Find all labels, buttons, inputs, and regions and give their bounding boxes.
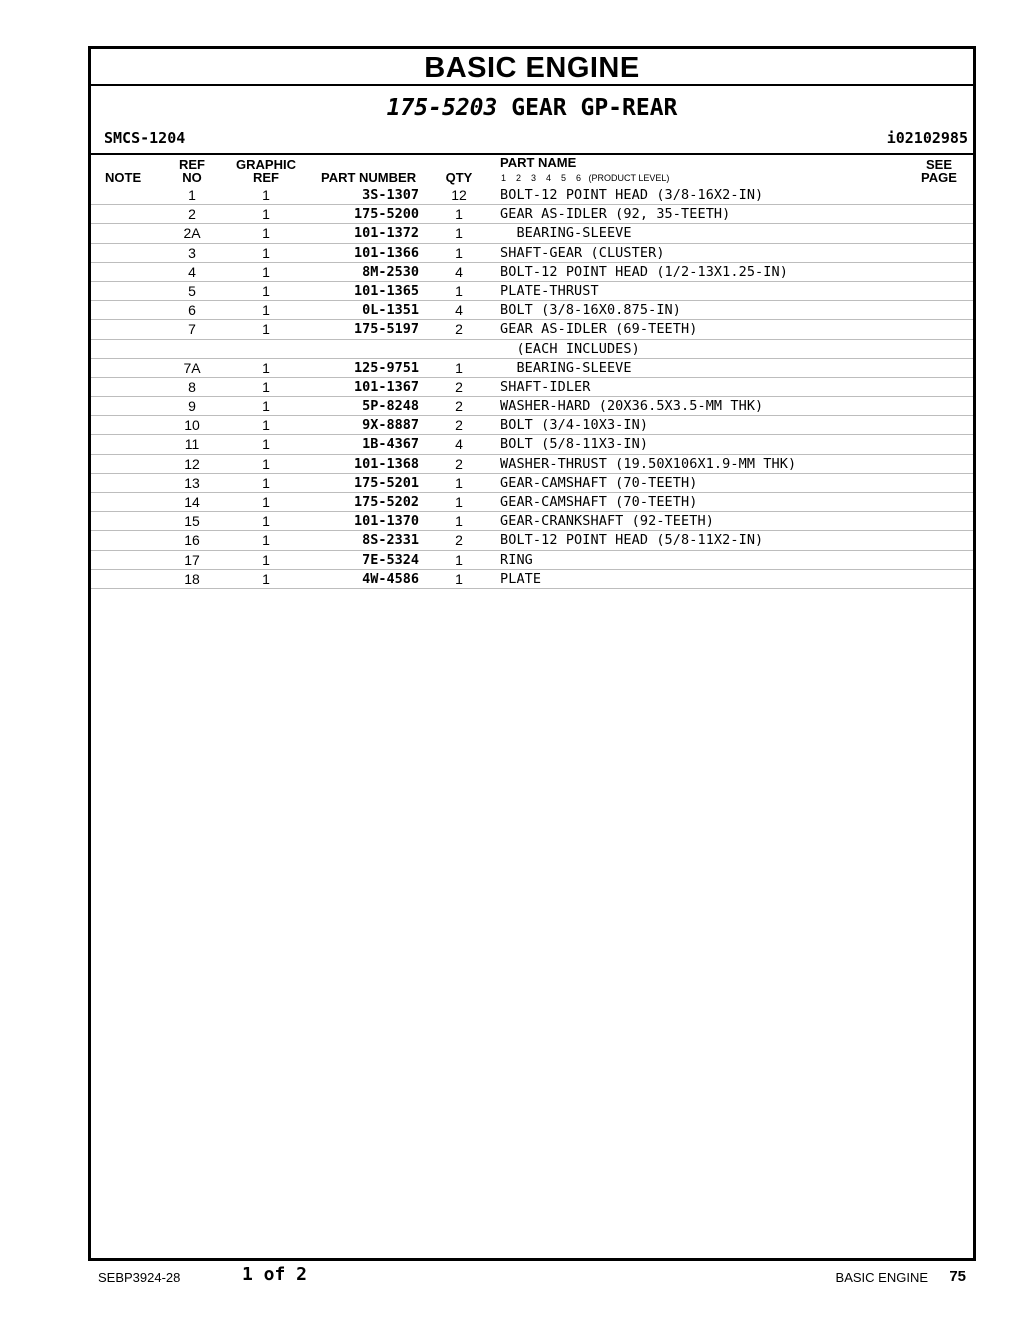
table-row [91,186,973,205]
page-footer [0,1262,1020,1292]
quantity: 1 [455,359,463,376]
ref-no: 18 [184,570,200,587]
table-row [91,435,973,454]
header-product-level: 1 2 3 4 5 6 (PRODUCT LEVEL) [501,173,670,183]
part-number-link[interactable]: 8M-2530 [362,263,419,280]
ref-no: 13 [184,474,200,491]
quantity: 1 [455,244,463,261]
quantity: 1 [455,494,463,510]
graphic-ref: 1 [262,513,270,530]
ref-no: 4 [188,263,196,280]
document-id: SEBP3924-28 [98,1270,181,1285]
quantity: 12 [451,187,467,203]
part-name: RING [500,551,533,568]
group-title [91,93,973,123]
ref-no: 7A [183,359,201,376]
header-part-number: PART NUMBER [321,170,417,185]
part-name: SHAFT-IDLER [500,378,591,395]
part-number-link[interactable]: 8S-2331 [362,532,419,549]
quantity: 1 [455,570,463,587]
quantity: 1 [455,225,463,242]
part-number-link[interactable]: 5P-8248 [362,398,419,415]
page-counter: 1 of 2 [242,1264,308,1285]
table-row [91,570,973,589]
table-row [91,359,973,378]
part-number-link[interactable]: 0L-1351 [362,302,419,319]
table-row [91,205,973,224]
ref-no: 3 [188,244,196,261]
graphic-ref: 1 [262,378,270,395]
table-row [91,378,973,397]
part-number-link[interactable]: 101-1372 [353,225,419,242]
table-row [91,474,973,493]
table-row [91,224,973,243]
ref-no: 2A [183,225,201,242]
part-number-link[interactable]: 175-5201 [353,474,419,491]
part-number-link[interactable]: 101-1367 [353,378,419,395]
header-ref-top: REF [179,157,205,172]
part-name: BOLT-12 POINT HEAD (5/8-11X2-IN) [500,532,764,549]
graphic-ref: 1 [262,359,270,376]
graphic-ref: 1 [262,474,270,491]
table-row [91,282,973,301]
quantity: 4 [455,263,463,280]
part-name: WASHER-THRUST (19.50X106X1.9-MM THK) [500,455,797,472]
group-name: GEAR GP-REAR [511,95,678,121]
ref-no: 2 [188,206,196,223]
table-row [91,263,973,282]
ref-no: 17 [184,551,200,568]
part-name: BOLT-12 POINT HEAD (1/2-13X1.25-IN) [500,263,788,280]
smcs-code: SMCS-1204 [104,129,186,147]
table-row [91,244,973,263]
quantity: 2 [455,378,463,395]
ref-no: 8 [188,378,196,395]
graphic-ref: 1 [262,282,270,299]
part-number-link[interactable]: 175-5197 [353,321,419,338]
ref-no: 9 [188,398,196,415]
part-number-link[interactable]: 101-1365 [353,282,419,299]
part-name: PLATE [500,570,542,587]
part-number-link[interactable]: 3S-1307 [362,187,419,203]
part-name: WASHER-HARD (20X36.5X3.5-MM THK) [500,398,764,415]
quantity: 1 [455,206,463,223]
ref-no: 5 [188,282,196,299]
graphic-ref: 1 [262,302,270,319]
quantity: 2 [455,398,463,415]
ref-no: 14 [184,494,200,510]
ref-no: 11 [184,436,200,453]
header-graphic-bottom: REF [253,170,279,185]
header-note: NOTE [105,170,142,185]
part-number-link[interactable]: 175-5200 [353,206,419,223]
graphic-ref: 1 [262,532,270,549]
quantity: 2 [455,417,463,434]
table-row [91,531,973,550]
graphic-ref: 1 [262,187,270,203]
ref-no: 15 [184,513,200,530]
part-name: BEARING-SLEEVE [500,359,632,376]
quantity: 2 [455,532,463,549]
part-name: (EACH INCLUDES) [500,340,640,357]
header-see-bottom: PAGE [921,170,957,185]
graphic-ref: 1 [262,494,270,510]
part-name: GEAR-CRANKSHAFT (92-TEETH) [500,513,714,530]
part-name: BOLT-12 POINT HEAD (3/8-16X2-IN) [500,187,764,203]
table-row [91,512,973,531]
group-part-number[interactable]: 175-5203 [386,95,498,121]
quantity: 4 [455,302,463,319]
ref-no: 12 [184,455,200,472]
quantity: 1 [455,474,463,491]
part-name: BOLT (5/8-11X3-IN) [500,436,649,453]
ref-no: 7 [188,321,196,338]
quantity: 2 [455,321,463,338]
table-row [91,301,973,320]
graphic-ref: 1 [262,551,270,568]
part-name: PLATE-THRUST [500,282,599,299]
graphic-ref: 1 [262,455,270,472]
part-number-link[interactable]: 101-1368 [353,455,419,472]
parts-table [91,186,973,589]
table-row [91,340,973,359]
header-graphic-top: GRAPHIC [236,157,296,172]
section-title: BASIC ENGINE [91,49,973,86]
header-qty: QTY [445,170,473,185]
quantity: 1 [455,513,463,530]
graphic-ref: 1 [262,417,270,434]
table-row [91,493,973,512]
part-number-link[interactable]: 125-9751 [353,359,419,376]
graphic-ref: 1 [262,436,270,453]
part-name: GEAR-CAMSHAFT (70-TEETH) [500,474,698,491]
header-part-name: PART NAME [500,155,577,170]
graphic-ref: 1 [262,263,270,280]
table-row [91,397,973,416]
parts-list-frame [88,46,976,1261]
table-row [91,551,973,570]
quantity: 1 [455,551,463,568]
part-number-link[interactable]: 101-1366 [353,244,419,261]
quantity: 2 [455,455,463,472]
quantity: 1 [455,282,463,299]
part-number-link[interactable]: 175-5202 [353,494,419,510]
graphic-ref: 1 [262,206,270,223]
part-name: BOLT (3/4-10X3-IN) [500,417,649,434]
header-ref-bottom: NO [182,170,202,185]
part-name: BEARING-SLEEVE [500,225,632,242]
ref-no: 1 [188,187,196,203]
graphic-ref: 1 [262,570,270,587]
graphic-ref: 1 [262,398,270,415]
header-see-top: SEE [925,157,952,172]
ref-no: 16 [184,532,200,549]
part-number-link[interactable]: 9X-8887 [362,417,419,434]
part-number-link[interactable]: 1B-4367 [362,436,419,453]
table-row [91,320,973,339]
graphic-ref: 1 [262,321,270,338]
footer-section-title: BASIC ENGINE [835,1270,928,1285]
part-name: BOLT (3/8-16X0.875-IN) [500,302,682,319]
page-number: 75 [949,1268,966,1285]
part-number-link[interactable]: 101-1370 [353,513,419,530]
part-name: SHAFT-GEAR (CLUSTER) [500,244,665,261]
part-name: GEAR AS-IDLER (69-TEETH) [500,321,698,338]
quantity: 4 [455,436,463,453]
table-row [91,416,973,435]
part-number-link[interactable]: 7E-5324 [362,551,419,568]
graphic-ref: 1 [262,244,270,261]
illustration-id: i02102985 [886,129,968,147]
part-name: GEAR AS-IDLER (92, 35-TEETH) [500,206,731,223]
table-row [91,455,973,474]
ref-no: 10 [184,417,200,434]
part-number-link[interactable]: 4W-4586 [362,570,419,587]
part-name: GEAR-CAMSHAFT (70-TEETH) [500,494,698,510]
graphic-ref: 1 [262,225,270,242]
ref-no: 6 [188,302,196,319]
